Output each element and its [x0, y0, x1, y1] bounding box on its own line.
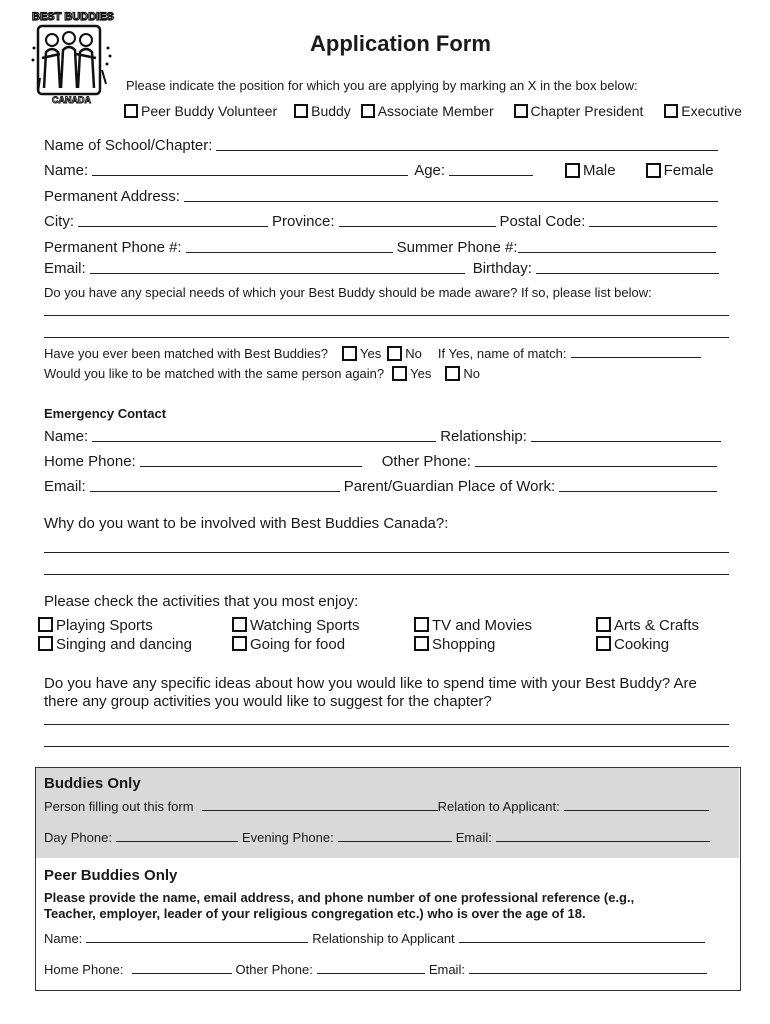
emergency-home-phone-field[interactable] [140, 453, 362, 467]
same-match-question: Would you like to be matched with the same person again? [44, 366, 385, 381]
activity-cooking[interactable]: Cooking [596, 636, 669, 653]
emergency-other-phone-field[interactable] [475, 453, 717, 467]
emergency-email-label: Email: [44, 478, 86, 495]
emergency-relationship-field[interactable] [531, 428, 721, 442]
city-label: City: [44, 213, 74, 230]
age-label: Age: [414, 162, 446, 179]
person-filling-label: Person filling out this form [44, 799, 194, 814]
relation-label: Relation to Applicant: [437, 799, 560, 814]
why-question: Why do you want to be involved with Best Buddies Canada?: [44, 515, 449, 532]
emergency-heading: Emergency Contact [44, 406, 167, 421]
activity-singing-dancing[interactable]: Singing and dancing [38, 636, 192, 653]
checkbox[interactable] [387, 346, 402, 361]
checkbox[interactable] [232, 636, 247, 651]
special-needs-line-2[interactable] [44, 337, 729, 338]
reference-relationship-label: Relationship to Applicant [312, 931, 455, 946]
peer-only-heading: Peer Buddies Only [44, 867, 178, 884]
activity-tv-movies[interactable]: TV and Movies [414, 617, 532, 634]
buddies-email-label: Email: [455, 830, 492, 845]
checkbox[interactable] [646, 163, 661, 178]
activity-watching-sports[interactable]: Watching Sports [232, 617, 360, 634]
checkbox[interactable] [596, 617, 611, 632]
reference-relationship-field[interactable] [459, 929, 705, 943]
activity-arts-crafts[interactable]: Arts & Crafts [596, 617, 699, 634]
address-field[interactable] [184, 188, 718, 202]
match-name-field[interactable] [571, 344, 701, 358]
reference-name-label: Name: [44, 931, 83, 946]
ideas-question-line-2: there any group activities you would like to suggest for the chapter? [44, 693, 492, 710]
school-field[interactable] [216, 137, 718, 151]
peer-instruction-line-1: Please provide the name, email address, and phone number of one professional reference (e.g., [44, 890, 635, 905]
gender-male[interactable]: Male [565, 162, 616, 179]
province-label: Province: [272, 213, 335, 230]
perm-phone-field[interactable] [186, 239, 393, 253]
school-label: Name of School/Chapter: [44, 137, 213, 154]
reference-name-field[interactable] [86, 929, 308, 943]
match-name-label: If Yes, name of match: [437, 346, 567, 361]
page-title: Application Form [310, 31, 491, 56]
same-match-yes[interactable]: Yes [392, 366, 431, 381]
buddies-only-heading: Buddies Only [44, 775, 141, 792]
activity-shopping[interactable]: Shopping [414, 636, 495, 653]
activity-going-for-food[interactable]: Going for food [232, 636, 345, 653]
checkbox[interactable] [294, 104, 308, 118]
reference-home-phone-label: Home Phone: [44, 962, 124, 977]
name-label: Name: [44, 162, 89, 179]
summer-phone-label: Summer Phone #: [396, 239, 518, 256]
ideas-question-line-1: Do you have any specific ideas about how you would like to spend time with your Best Buddy? Are [44, 675, 697, 692]
emergency-home-phone-label: Home Phone: [44, 453, 136, 470]
emergency-relationship-label: Relationship: [440, 428, 527, 445]
peer-instruction-line-2: Teacher, employer, leader of your religious congregation etc.) who is over the age of 18. [44, 906, 586, 921]
ideas-line-2[interactable] [44, 746, 729, 747]
checkbox[interactable] [664, 104, 678, 118]
city-field[interactable] [78, 213, 268, 227]
checkbox[interactable] [414, 617, 429, 632]
emergency-name-field[interactable] [92, 428, 436, 442]
day-phone-field[interactable] [116, 828, 238, 842]
why-line-2[interactable] [44, 574, 729, 575]
emergency-name-label: Name: [44, 428, 89, 445]
checkbox[interactable] [232, 617, 247, 632]
summer-phone-field[interactable] [518, 239, 716, 253]
why-line-1[interactable] [44, 552, 729, 553]
postal-label: Postal Code: [499, 213, 586, 230]
birthday-field[interactable] [536, 260, 719, 274]
age-field[interactable] [449, 162, 533, 176]
position-buddy[interactable]: Buddy [294, 103, 351, 119]
checkbox[interactable] [514, 104, 528, 118]
evening-phone-label: Evening Phone: [241, 830, 334, 845]
evening-phone-field[interactable] [338, 828, 452, 842]
activities-prompt: Please check the activities that you most enjoy: [44, 593, 359, 610]
reference-home-phone-field[interactable] [132, 960, 232, 974]
name-field[interactable] [92, 162, 408, 176]
relation-field[interactable] [564, 797, 709, 811]
emergency-other-phone-label: Other Phone: [381, 453, 471, 470]
checkbox[interactable] [414, 636, 429, 651]
logo-bottom-text: CANADA [52, 95, 91, 105]
checkbox[interactable] [38, 636, 53, 651]
gender-female[interactable]: Female [646, 162, 714, 179]
emergency-work-field[interactable] [559, 478, 717, 492]
matched-yes[interactable]: Yes [342, 346, 381, 361]
checkbox[interactable] [445, 366, 460, 381]
checkbox[interactable] [124, 104, 138, 118]
same-match-no[interactable]: No [445, 366, 480, 381]
position-executive[interactable]: Executive [664, 103, 742, 119]
logo-top-text: BEST BUDDIES [32, 11, 114, 23]
checkbox[interactable] [38, 617, 53, 632]
province-field[interactable] [339, 213, 496, 227]
postal-field[interactable] [589, 213, 717, 227]
matched-no[interactable]: No [387, 346, 422, 361]
restricted-section [35, 767, 741, 991]
checkbox[interactable] [361, 104, 375, 118]
perm-phone-label: Permanent Phone #: [44, 239, 182, 256]
checkbox[interactable] [342, 346, 357, 361]
reference-email-label: Email: [428, 962, 465, 977]
reference-other-phone-label: Other Phone: [235, 962, 313, 977]
buddies-email-field[interactable] [496, 828, 710, 842]
position-options [124, 103, 742, 121]
position-peer-buddy[interactable]: Peer Buddy Volunteer [124, 103, 277, 119]
special-needs-question: Do you have any special needs of which your Best Buddy should be made aware? If so, please list below: [44, 285, 652, 300]
checkbox[interactable] [596, 636, 611, 651]
reference-email-field[interactable] [469, 960, 707, 974]
position-instruction: Please indicate the position for which you are applying by marking an X in the box below: [126, 78, 638, 93]
best-buddies-logo [30, 8, 120, 106]
checkbox[interactable] [392, 366, 407, 381]
emergency-email-field[interactable] [90, 478, 340, 492]
matched-question: Have you ever been matched with Best Buddies? [44, 346, 329, 361]
position-associate-member[interactable]: Associate Member [361, 103, 494, 119]
checkbox[interactable] [565, 163, 580, 178]
address-label: Permanent Address: [44, 188, 180, 205]
person-filling-field[interactable] [202, 797, 438, 811]
special-needs-line-1[interactable] [44, 315, 729, 316]
emergency-work-label: Parent/Guardian Place of Work: [343, 478, 556, 495]
activity-playing-sports[interactable]: Playing Sports [38, 617, 153, 634]
email-field[interactable] [90, 260, 465, 274]
reference-other-phone-field[interactable] [317, 960, 425, 974]
position-chapter-president[interactable]: Chapter President [514, 103, 644, 119]
birthday-label: Birthday: [472, 260, 532, 277]
day-phone-label: Day Phone: [44, 830, 112, 845]
email-label: Email: [44, 260, 86, 277]
ideas-line-1[interactable] [44, 724, 729, 725]
